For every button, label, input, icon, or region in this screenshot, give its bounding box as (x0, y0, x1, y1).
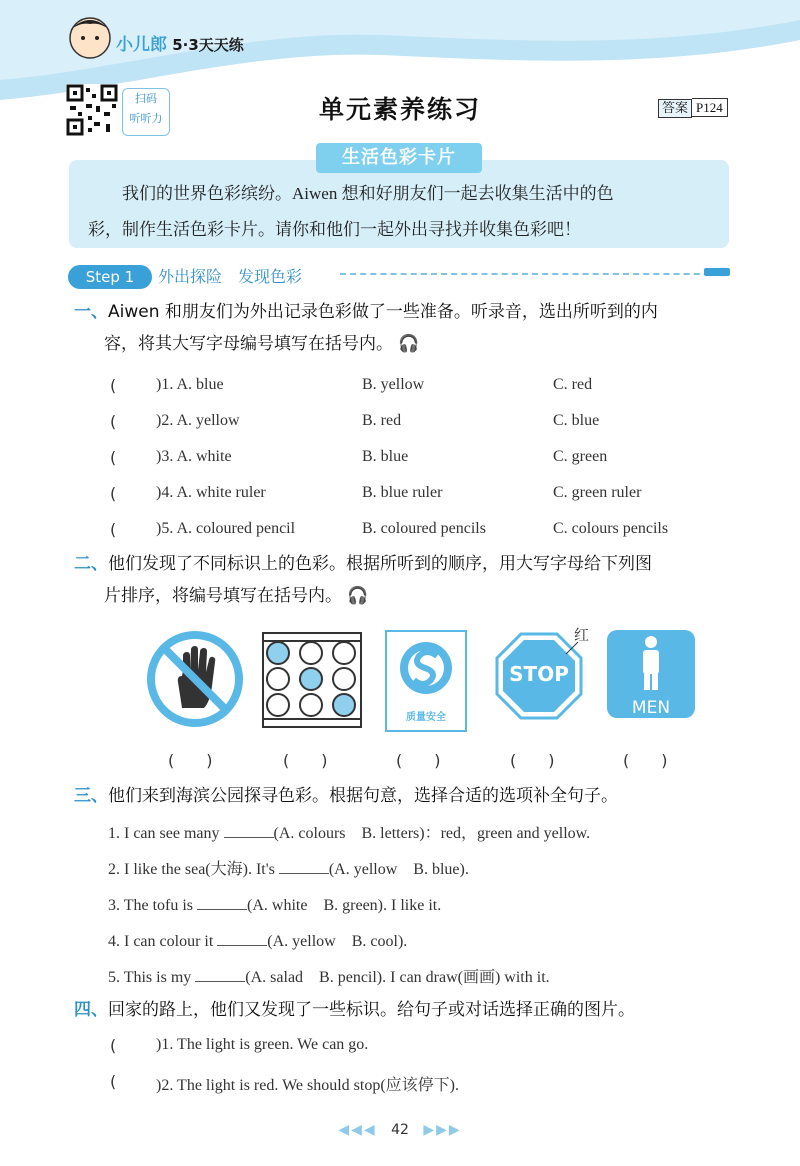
section2-prompt: 二、他们发现了不同标识上的色彩。根据所听到的顺序，用大写字母给下列图 片排序，将编号填写在括号内。 🎧 (74, 554, 652, 606)
men-sign-text: MEN (631, 698, 671, 718)
answer-paren-4[interactable]: ( ) (510, 751, 555, 770)
answer-paren-5[interactable]: ( ) (623, 751, 668, 770)
scan-listen-label: 扫码 听听力 (122, 88, 170, 136)
card-tag: 生活色彩卡片 (316, 143, 482, 173)
quality-safety-sign (385, 630, 467, 732)
divider (340, 273, 720, 275)
blank[interactable] (197, 895, 247, 910)
blank[interactable] (195, 967, 245, 982)
q1-option-b: B. yellow (362, 376, 425, 393)
q1-option-c: C. red (553, 376, 593, 393)
headphones-icon: 🎧 (393, 334, 420, 354)
s4-item-1: )1. The light is green. We can go. (156, 1036, 369, 1053)
card-text: 我们的世界色彩缤纷。Aiwen 想和好朋友们一起去收集生活中的色 彩，制作生活色彩卡片。请你和他们一起外出寻找并收集色彩吧！ (88, 184, 614, 239)
q2-option-a: )2. A. yellow (156, 412, 240, 429)
headphones-icon: 🎧 (342, 586, 369, 606)
q3-option-c: C. green (553, 448, 608, 465)
s3-sentence-3: 3. The tofu is (A. white B. green). I like it. (108, 897, 442, 914)
q4-option-c: C. green ruler (553, 484, 642, 501)
quality-safety-text: 质量安全 (406, 712, 446, 723)
pencil-icon (704, 268, 730, 276)
s3-sentence-2: 2. I like the sea(大海). It's (A. yellow B. blue). (108, 861, 469, 878)
section4-prompt: 四、回家的路上，他们又发现了一些标识。给句子或对话选择正确的图片。 (74, 1000, 635, 1020)
s3-sentence-1: 1. I can see many (A. colours B. letters)：red，green and yellow. (108, 825, 591, 842)
q4-option-b: B. blue ruler (362, 484, 443, 501)
q4-option-a: )4. A. white ruler (156, 484, 266, 501)
section1-prompt: 一、Aiwen 和朋友们为外出记录色彩做了一些准备。听录音，选出所听到的内 容，将其大写字母编号填写在括号内。 🎧 (74, 302, 658, 354)
q5-option-c: C. colours pencils (553, 520, 669, 537)
men-sign (607, 630, 695, 718)
section3-prompt: 三、他们来到海滨公园探寻色彩。根据句意，选择合适的选项补全句子。 (74, 786, 618, 806)
step-label: 外出探险 发现色彩 (158, 267, 303, 286)
page-number: 42 (391, 1122, 409, 1138)
q5-option-b: B. coloured pencils (362, 520, 486, 537)
blank[interactable] (217, 931, 267, 946)
q3-option-b: B. blue (362, 448, 409, 465)
blank[interactable] (279, 859, 329, 874)
q2-option-b: B. red (362, 412, 402, 429)
q1-option-a: )1. A. blue (156, 376, 224, 393)
s4-item-2: )2. The light is red. We should stop(应该停下). (156, 1077, 459, 1094)
blank[interactable] (224, 823, 274, 838)
red-label: 红 (574, 626, 590, 644)
brand-title: 小儿郎 5·3天天练 (116, 35, 244, 55)
s3-sentence-4: 4. I can colour it (A. yellow B. cool). (108, 933, 408, 950)
page-footer: ◀◀◀ 42 ▶▶▶ (338, 1122, 462, 1138)
qs-logo-icon (387, 632, 465, 704)
man-icon (607, 630, 695, 692)
step-badge: Step 1 (68, 265, 152, 289)
no-touch-sign-icon (146, 630, 244, 728)
answer-reference: 答案 P124 (658, 97, 728, 116)
answer-paren-1[interactable]: ( ) (168, 751, 213, 770)
answer-paren-3[interactable]: ( ) (396, 751, 441, 770)
s3-sentence-5: 5. This is my (A. salad B. pencil). I can draw(画画) with it. (108, 969, 550, 986)
answer-paren-2[interactable]: ( ) (283, 751, 328, 770)
q2-option-c: C. blue (553, 412, 600, 429)
pointer-line (564, 640, 580, 656)
page-title: 单元素养练习 (318, 95, 481, 124)
traffic-lights-icon (260, 630, 364, 730)
q5-option-a: )5. A. coloured pencil (156, 520, 296, 537)
stop-sign-text: STOP (509, 662, 569, 686)
q3-option-a: )3. A. white (156, 448, 232, 465)
